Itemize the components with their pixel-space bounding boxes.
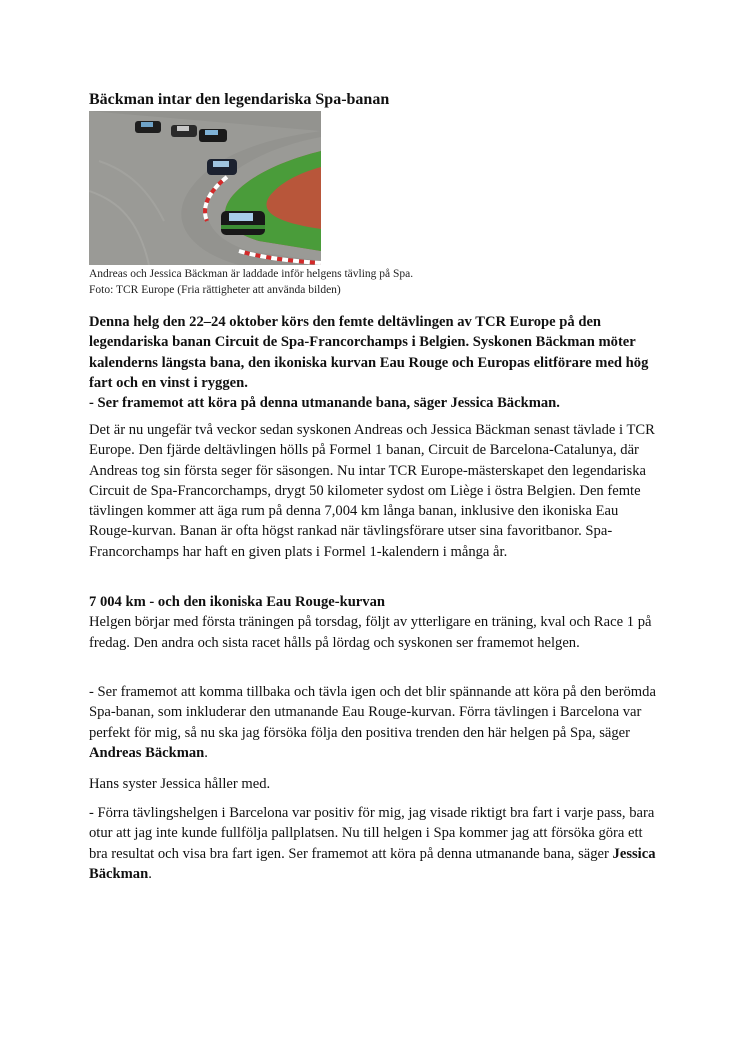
race-car-5 — [221, 211, 265, 235]
lead-paragraph — [89, 312, 664, 413]
race-cars-image — [89, 111, 321, 265]
photo-credit: Foto: TCR Europe (Fria rättigheter att använda bilden) — [89, 283, 341, 296]
quote-jessica: - Förra tävlingshelgen i Barcelona var positiv för mig, jag visade riktigt bra fart i varje pass, bara otur att jag inte kunde fullfölja pallplatsen. Nu till helgen i Spa kommer jag att försöka göra ett bra resultat och visa bra fart igen. Ser framemot att köra på denna utmanande bana, säger — [89, 805, 655, 862]
race-car-2 — [171, 125, 197, 137]
paragraph-2: Helgen börjar med första träningen på torsdag, följt av ytterligare en träning, kval och Race 1 på fredag. Den andra och sista racet hålls på lördag och syskonen ser framemot helgen. — [89, 614, 652, 651]
article-title: Bäckman intar den legendariska Spa-banan — [89, 91, 390, 108]
race-car-1 — [135, 121, 161, 133]
body-paragraph-4 — [89, 774, 664, 794]
section — [89, 592, 664, 653]
paragraph-3 — [89, 682, 664, 763]
caption-text: Andreas och Jessica Bäckman är laddade inför helgens tävling på Spa. — [89, 268, 414, 280]
lead-quote: - Ser framemot att köra på denna utmanande bana, säger Jessica Bäckman. — [89, 395, 560, 412]
body-paragraph-1 — [89, 420, 664, 562]
paragraph-1: Det är nu ungefär två veckor sedan syskonen Andreas och Jessica Bäckman senast tävlade i TCR Europe. Den fjärde deltävlingen hölls på Formel 1 banan, Circuit de Barcelona-Catalunya, där Andreas tog sin första seger för säsongen. Nu intar TCR Europe-mästerskapet den legendariska Circuit de Spa-Francorchamps, drygt 50 kilometer sydost om Liège i östra Belgien. Den femte tävlingen kommer att äga rum på denna 7,004 km långa banan, inklusive den ikoniska Eau Rouge-kurvan. Banan är ofta högst rankad när tävlingsförare utser sina favoritbanor. Spa-Francorchamps har haft en given plats i Formel 1-kalendern i många år. — [89, 422, 655, 560]
image-caption — [89, 267, 649, 298]
race-photo — [89, 111, 321, 265]
quote-andreas: - Ser framemot att komma tillbaka och tävla igen och det blir spännande att köra på den berömda Spa-banan, som inkluderar den utmanande Eau Rouge-kurvan. Förra tävlingen i Barcelona var perfekt för mig, så nu ska jag försöka följa den positiva trenden den här helgen på Spa, säger — [89, 684, 656, 741]
paragraph-4: Hans syster Jessica håller med. — [89, 776, 271, 792]
name-jessica: Jessica Bäckman — [89, 845, 656, 882]
paragraph-5 — [89, 803, 664, 884]
paragraph-3-end: . — [204, 744, 208, 761]
paragraph-5-end: . — [148, 865, 152, 882]
race-car-4 — [207, 159, 237, 175]
lead-text: Denna helg den 22–24 oktober körs den femte deltävlingen av TCR Europe på den legendariska banan Circuit de Spa-Francorchamps i Belgien. Syskonen Bäckman möter kalenderns längsta bana, den ikoniska kurvan Eau Rouge och Europas elitförare med hög fart och en vinst i ryggen. — [89, 314, 649, 391]
name-andreas: Andreas Bäckman — [89, 744, 205, 761]
subheading: 7 004 km - och den ikoniska Eau Rouge-kurvan — [89, 594, 385, 610]
body-paragraph-3 — [89, 682, 664, 763]
race-car-3 — [199, 129, 227, 142]
body-paragraph-5 — [89, 803, 664, 884]
